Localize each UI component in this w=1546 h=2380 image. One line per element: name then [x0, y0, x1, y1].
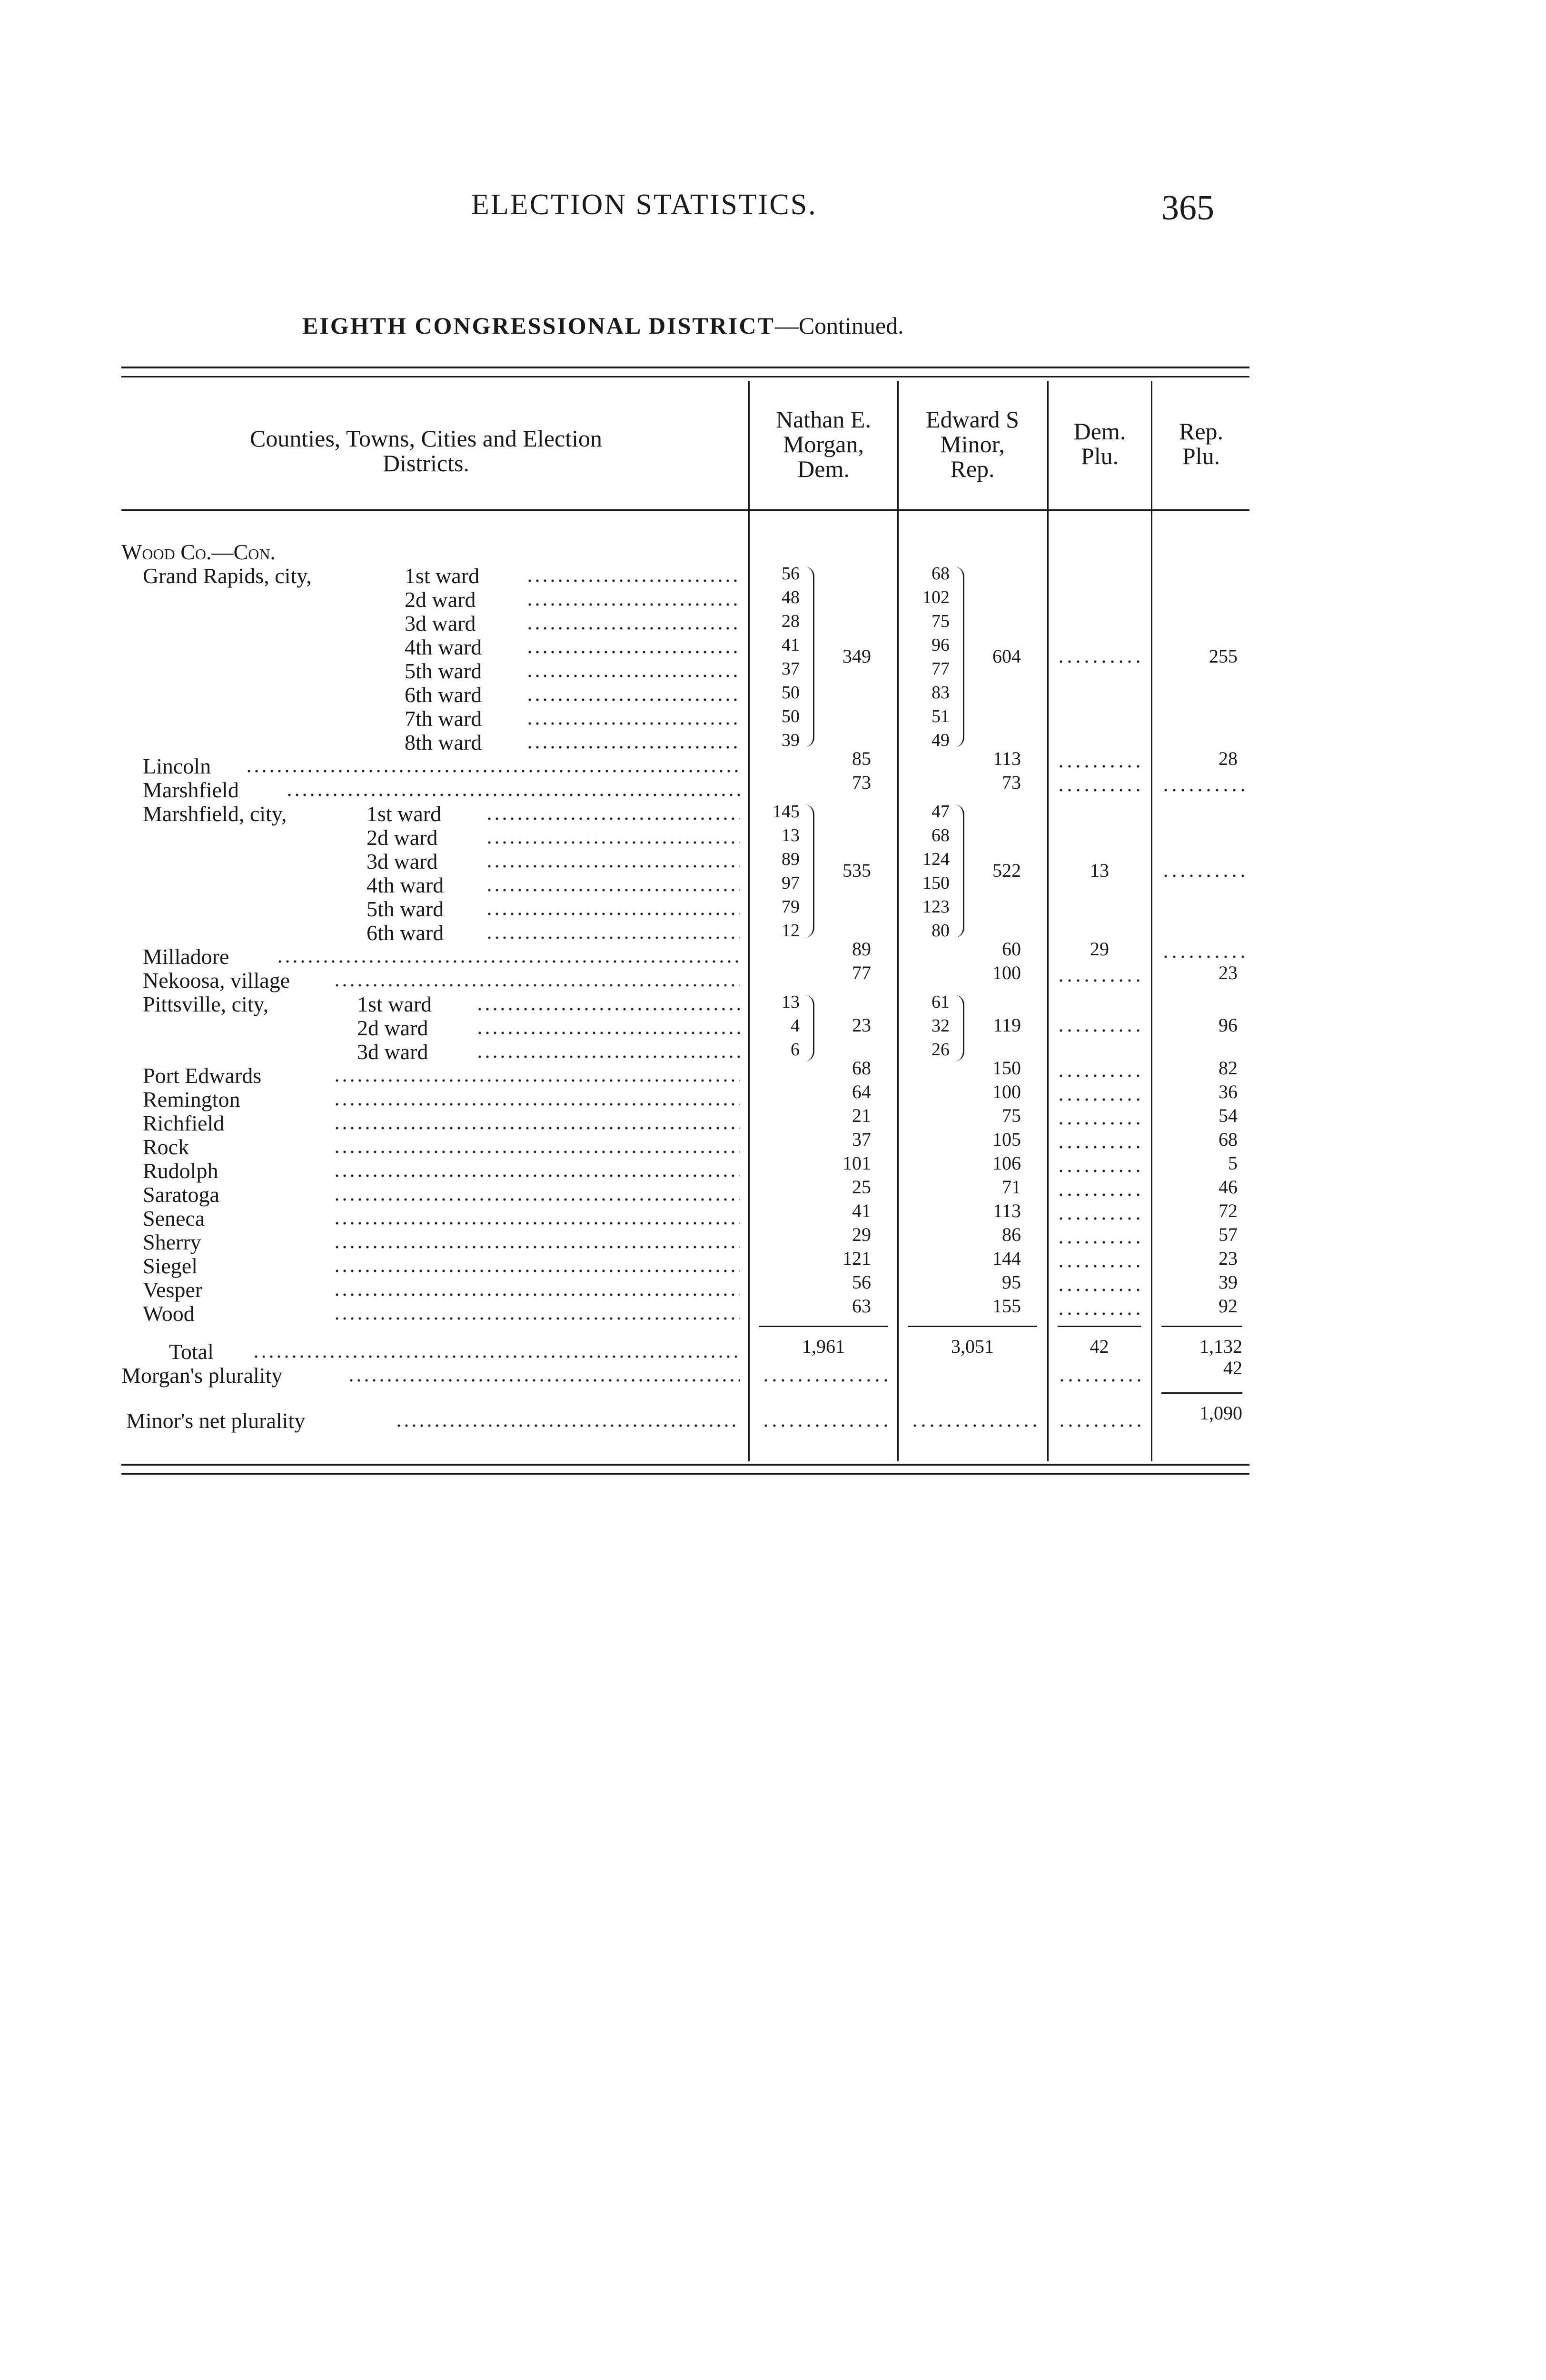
dot-leader — [395, 1423, 740, 1428]
dot-leader — [476, 1031, 740, 1035]
brace — [954, 804, 964, 938]
total-rule-rep — [1161, 1326, 1242, 1327]
rep-plu-value: 28 — [1219, 748, 1238, 769]
minor-ward-value: 49 — [932, 730, 950, 750]
header-minor-line1: Edward S — [926, 406, 1019, 433]
nekoosa-label: Nekoosa, village — [143, 968, 290, 992]
dem-plu-empty — [1057, 1216, 1142, 1221]
minor-ward-value: 83 — [932, 683, 950, 703]
morgan-ward-value: 13 — [782, 992, 800, 1012]
ward-label: 8th ward — [405, 730, 482, 754]
ward-label: 5th ward — [405, 659, 482, 683]
rep-plu-value: 36 — [1219, 1081, 1238, 1102]
total-rule-minor — [908, 1326, 1037, 1327]
dot-leader — [333, 983, 740, 988]
minor-value: 95 — [1002, 1271, 1021, 1293]
dem-plu-empty — [1058, 1378, 1141, 1383]
morgan-value: 25 — [852, 1176, 871, 1198]
morgan-ward-value: 39 — [782, 730, 800, 750]
dem-plu-total: 42 — [1090, 1336, 1109, 1357]
rep-plu-value: 82 — [1219, 1057, 1238, 1079]
dot-leader — [333, 1078, 740, 1083]
dot-leader — [276, 959, 740, 964]
minor-ward-value: 80 — [932, 921, 950, 941]
rep-plu-value: 68 — [1219, 1129, 1238, 1150]
minor-ward-value: 102 — [922, 587, 950, 607]
morgan-ward-value: 50 — [782, 683, 800, 703]
dem-plu-empty — [1057, 1028, 1142, 1033]
dot-leader — [333, 1221, 740, 1226]
lincoln-label: Lincoln — [143, 754, 211, 778]
ward-label: 2d ward — [405, 587, 476, 612]
ward-label: 2d ward — [357, 1016, 428, 1040]
rep-plu-value: 57 — [1219, 1224, 1238, 1245]
minor-net-plurality-label: Minor's net plurality — [126, 1408, 306, 1433]
dem-plu-empty — [1057, 1311, 1142, 1316]
dot-leader — [476, 1054, 740, 1059]
minor-value: 100 — [992, 1081, 1021, 1102]
header-districts — [228, 426, 624, 476]
morgan-total: 1,961 — [802, 1336, 845, 1357]
town-label: Rock — [143, 1135, 189, 1159]
town-label: Vesper — [143, 1278, 203, 1302]
ward-label: 5th ward — [367, 897, 444, 921]
minor-value: 73 — [1002, 772, 1021, 793]
minor-ward-value: 51 — [932, 706, 950, 726]
ward-label: 3d ward — [357, 1040, 428, 1064]
town-label: Richfield — [143, 1111, 225, 1135]
rep-plu-value: 46 — [1219, 1176, 1238, 1198]
header-minor-line3: Rep. — [950, 456, 995, 482]
ward-label: 7th ward — [405, 706, 482, 731]
minor-value: 150 — [992, 1057, 1021, 1079]
town-label: Wood — [143, 1301, 195, 1326]
dot-leader — [526, 697, 740, 702]
table-bottom-rule — [121, 1464, 1249, 1466]
morgan-ward-value: 28 — [782, 611, 800, 631]
morgan-value: 64 — [852, 1081, 871, 1102]
ward-label: 1st ward — [357, 992, 432, 1016]
dem-plu-empty — [1057, 1169, 1142, 1173]
dem-plu-empty — [1057, 1264, 1142, 1269]
morgan-value: 37 — [852, 1129, 871, 1150]
header-minor-line2: Minor, — [940, 431, 1005, 457]
dem-plu-empty — [1057, 764, 1142, 769]
town-label: Seneca — [143, 1206, 205, 1230]
minor-ward-value: 96 — [932, 635, 950, 655]
brace — [804, 995, 814, 1061]
morgan-ward-value: 37 — [782, 659, 800, 679]
dem-plu-empty — [1057, 1145, 1142, 1150]
morgan-value: 63 — [852, 1295, 871, 1317]
dot-leader — [526, 721, 740, 726]
dot-leader — [526, 650, 740, 654]
dot-leader — [526, 674, 740, 678]
town-label: Sherry — [143, 1230, 201, 1254]
morgan-value: 101 — [842, 1152, 871, 1174]
table-bottom-rule-2 — [121, 1473, 1249, 1475]
morgan-ward-value: 6 — [791, 1040, 800, 1060]
brace — [804, 566, 814, 747]
column-divider — [1151, 381, 1152, 1461]
morgan-value: 85 — [852, 748, 871, 769]
header-districts-text: Counties, Towns, Cities and Election Districts. — [250, 425, 602, 476]
ward-label: 1st ward — [367, 802, 442, 826]
rep-plu-total: 1,132 — [1199, 1336, 1242, 1357]
morgan-group-total: 23 — [852, 1014, 871, 1036]
minor-value: 100 — [992, 962, 1021, 983]
morgan-ward-value: 13 — [782, 825, 800, 845]
rep-plu-empty — [1161, 788, 1245, 793]
minor-ward-value: 32 — [932, 1016, 950, 1036]
header-dem-plu-line2: Plu. — [1080, 443, 1119, 469]
dem-plu-empty — [1057, 1288, 1142, 1292]
dot-leader — [347, 1378, 740, 1383]
minor-total: 3,051 — [951, 1336, 994, 1357]
rep-plu-value: 96 — [1219, 1014, 1238, 1036]
header-morgan-line1: Nathan E. — [776, 406, 871, 433]
minor-ward-value: 77 — [932, 659, 950, 679]
ward-label: 6th ward — [367, 921, 444, 945]
dot-leader — [245, 769, 740, 774]
minor-group-total: 522 — [992, 860, 1021, 881]
rep-plu-value: 23 — [1219, 1248, 1238, 1269]
minor-ward-value: 26 — [932, 1040, 950, 1060]
minor-ward-value: 68 — [932, 825, 950, 845]
rep-plu-value: 92 — [1219, 1295, 1238, 1317]
dem-plu-empty — [1057, 1192, 1142, 1197]
dot-leader — [333, 1269, 740, 1273]
section-title-text: EIGHTH CONGRESSIONAL DISTRICT — [302, 312, 775, 339]
dot-leader — [476, 1007, 740, 1012]
header-morgan-line2: Morgan, — [783, 431, 864, 457]
minor-value: 71 — [1002, 1176, 1021, 1198]
minor-value: 60 — [1002, 938, 1021, 960]
milladore-label: Milladore — [143, 944, 229, 969]
morgan-value: 29 — [852, 1224, 871, 1245]
morgan-value: 121 — [842, 1248, 871, 1269]
minor-group-total: 604 — [992, 645, 1021, 667]
morgan-value: 77 — [852, 962, 871, 983]
dot-leader — [486, 888, 740, 892]
dem-plu-empty — [1057, 1073, 1142, 1078]
net-rule-rep — [1161, 1392, 1242, 1394]
morgan-group-total: 535 — [842, 860, 871, 881]
column-divider — [1047, 381, 1049, 1461]
morgan-ward-value: 48 — [782, 587, 800, 607]
pittsville-label: Pittsville, city, — [143, 992, 269, 1016]
ward-label: 3d ward — [405, 611, 476, 635]
minor-ward-value: 61 — [932, 992, 950, 1012]
town-label: Rudolph — [143, 1159, 218, 1183]
header-bottom-rule — [121, 509, 1249, 511]
brace — [954, 995, 964, 1061]
morgan-plurality-label: Morgan's plurality — [121, 1363, 283, 1388]
morgan-empty — [762, 1378, 890, 1383]
minor-value: 144 — [992, 1248, 1021, 1269]
dot-leader — [252, 1354, 740, 1359]
morgan-ward-value: 89 — [782, 849, 800, 869]
morgan-value: 56 — [852, 1271, 871, 1293]
dot-leader — [526, 745, 740, 750]
ward-label: 1st ward — [405, 564, 480, 588]
town-label: Saratoga — [143, 1182, 219, 1207]
dot-leader — [333, 1197, 740, 1202]
page-header — [0, 0, 1546, 286]
town-label: Port Edwards — [143, 1063, 262, 1088]
brace — [954, 566, 964, 747]
header-rep-plu-line1: Rep. — [1179, 418, 1224, 445]
header-dem-plu-line1: Dem. — [1073, 418, 1126, 445]
minor-ward-value: 75 — [932, 611, 950, 631]
rep-plu-value: 72 — [1219, 1200, 1238, 1221]
section-title — [302, 312, 904, 339]
header-morgan — [750, 407, 897, 481]
header-rep-plu-line2: Plu. — [1182, 443, 1220, 469]
morgan-ward-value: 50 — [782, 706, 800, 726]
morgan-ward-value: 97 — [782, 873, 800, 893]
rep-plu-value: 23 — [1219, 962, 1238, 983]
minor-ward-value: 123 — [922, 897, 950, 917]
dot-leader — [486, 935, 740, 940]
table-top-rule — [121, 367, 1249, 368]
marshfield-city-label: Marshfield, city, — [143, 802, 287, 826]
page-number: 365 — [1161, 188, 1214, 228]
dem-plu-empty — [1057, 1097, 1142, 1102]
rep-plu-value: 54 — [1219, 1105, 1238, 1126]
dem-plu-empty — [1058, 1423, 1141, 1428]
morgan-ward-value: 56 — [782, 564, 800, 584]
morgan-empty — [762, 1423, 890, 1428]
dot-leader — [333, 1150, 740, 1154]
morgan-group-total: 349 — [842, 645, 871, 667]
minor-ward-value: 150 — [922, 873, 950, 893]
minor-value: 155 — [992, 1295, 1021, 1317]
ward-label: 6th ward — [405, 683, 482, 707]
dem-plu-empty — [1057, 1240, 1142, 1245]
ward-label: 3d ward — [367, 849, 438, 873]
minor-ward-value: 68 — [932, 564, 950, 584]
header-morgan-line3: Dem. — [797, 456, 850, 482]
dot-leader — [486, 840, 740, 845]
ward-label: 4th ward — [367, 873, 444, 897]
dem-plu-empty — [1057, 1121, 1142, 1126]
morgan-value: 68 — [852, 1057, 871, 1079]
rep-plu-value: 39 — [1219, 1271, 1238, 1293]
town-label: Remington — [143, 1087, 240, 1111]
total-rule-morgan — [759, 1326, 888, 1327]
table-top-rule-2 — [121, 376, 1249, 377]
dot-leader — [333, 1102, 740, 1107]
rep-plu-empty — [1161, 873, 1245, 878]
total-label: Total — [169, 1339, 214, 1364]
rep-plu-empty — [1161, 954, 1245, 959]
header-dem-plu — [1049, 419, 1151, 468]
dot-leader — [333, 1316, 740, 1321]
minor-value: 86 — [1002, 1224, 1021, 1245]
ward-label: 2d ward — [367, 825, 438, 850]
minor-group-total: 119 — [993, 1014, 1021, 1036]
morgan-ward-value: 79 — [782, 897, 800, 917]
dot-leader — [526, 578, 740, 583]
dot-leader — [333, 1173, 740, 1178]
dem-plu-empty — [1057, 788, 1142, 793]
dot-leader — [526, 626, 740, 631]
morgan-value: 41 — [852, 1200, 871, 1221]
minor-value: 105 — [992, 1129, 1021, 1150]
header-rep-plu — [1152, 419, 1250, 468]
rep-plu-value: 255 — [1209, 645, 1238, 667]
column-divider — [897, 381, 899, 1461]
brace — [804, 804, 814, 938]
dem-plu-empty — [1057, 978, 1142, 983]
dem-plu-value: 29 — [1090, 938, 1109, 960]
minor-value: 113 — [993, 1200, 1021, 1221]
column-divider — [748, 381, 750, 1461]
rep-plu-value: 5 — [1228, 1152, 1238, 1174]
running-title: ELECTION STATISTICS. — [471, 188, 817, 221]
dot-leader — [486, 912, 740, 916]
town-label: Siegel — [143, 1254, 198, 1278]
morgan-value: 89 — [852, 938, 871, 960]
morgan-ward-value: 145 — [773, 802, 800, 822]
morgan-plurality-value: 42 — [1223, 1357, 1242, 1378]
minor-value: 113 — [993, 748, 1021, 769]
dot-leader — [486, 864, 740, 869]
minor-ward-value: 124 — [922, 849, 950, 869]
ward-label: 4th ward — [405, 635, 482, 659]
minor-value: 75 — [1002, 1105, 1021, 1126]
dot-leader — [486, 816, 740, 821]
dem-plu-value: 13 — [1090, 860, 1109, 881]
morgan-value: 21 — [852, 1105, 871, 1126]
county-label: Wood Co.—Con. — [121, 540, 276, 564]
dot-leader — [526, 602, 740, 607]
morgan-ward-value: 41 — [782, 635, 800, 655]
dot-leader — [333, 1292, 740, 1297]
marshfield-label: Marshfield — [143, 778, 239, 802]
dot-leader — [333, 1126, 740, 1130]
dem-plu-empty — [1057, 659, 1142, 664]
dot-leader — [286, 793, 740, 797]
minor-value: 106 — [992, 1152, 1021, 1174]
header-minor — [899, 407, 1046, 481]
grand-rapids-label: Grand Rapids, city, — [143, 564, 312, 588]
minor-ward-value: 47 — [932, 802, 950, 822]
morgan-ward-value: 4 — [791, 1016, 800, 1036]
minor-net-plurality-value: 1,090 — [1199, 1402, 1242, 1424]
minor-empty — [911, 1423, 1039, 1428]
total-rule-dem — [1058, 1326, 1141, 1327]
dot-leader — [333, 1245, 740, 1250]
morgan-value: 73 — [852, 772, 871, 793]
morgan-ward-value: 12 — [782, 921, 800, 941]
section-title-suffix: —Continued. — [774, 312, 904, 339]
